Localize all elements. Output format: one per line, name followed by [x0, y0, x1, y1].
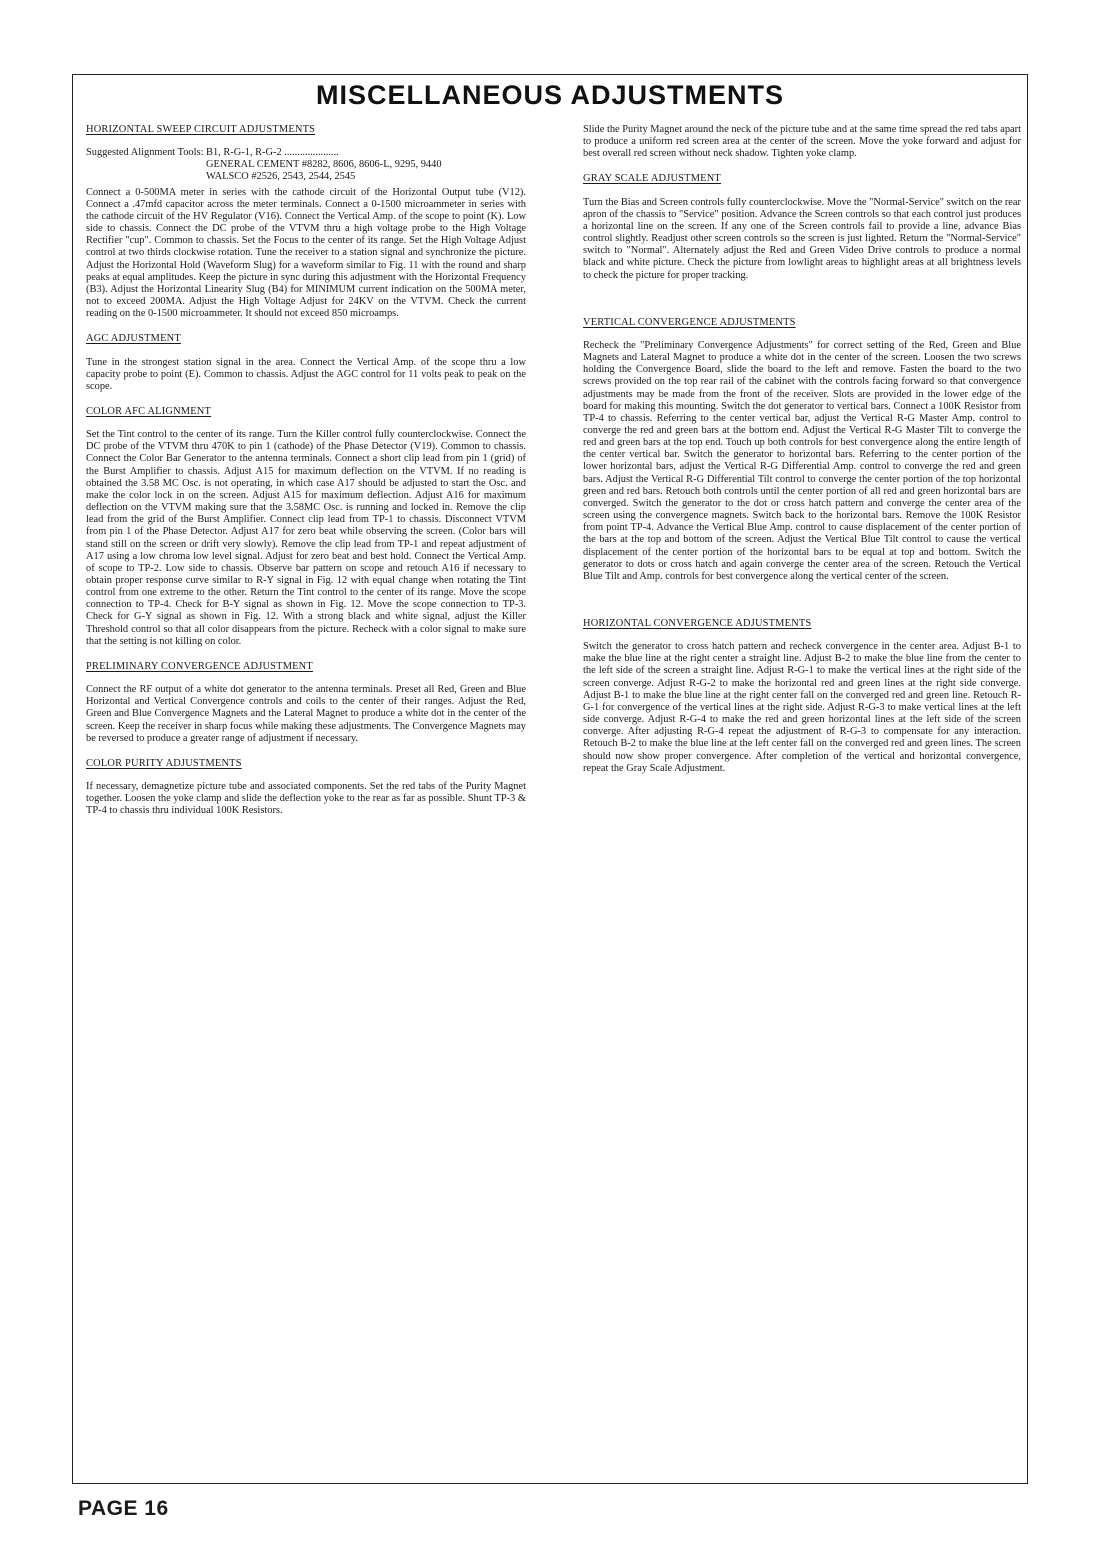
- spacer: [583, 295, 1021, 317]
- page-title: MISCELLANEOUS ADJUSTMENTS: [315, 80, 785, 110]
- section-heading: HORIZONTAL CONVERGENCE ADJUSTMENTS: [583, 618, 812, 629]
- section-preliminary-convergence: [86, 661, 526, 745]
- section-body: Tune in the strongest station signal in the area. Connect the Vertical Amp. of the scope thru a low capacity probe to point (E). Common to chassis. Adjust the AGC control for 11 volts peak to peak on the scope.: [86, 356, 526, 392]
- section-agc: [86, 333, 526, 393]
- alignment-tools: [86, 147, 526, 183]
- section-heading: HORIZONTAL SWEEP CIRCUIT ADJUSTMENTS: [86, 124, 316, 135]
- section-heading: COLOR PURITY ADJUSTMENTS: [86, 757, 242, 769]
- section-body: If necessary, demagnetize picture tube and associated components. Set the red tabs of the Purity Magnet together. Loosen the yoke clamp and slide the deflection yoke to the rear as far as possible. Shunt TP-3 & TP-4 to chassis thru individual 100K Resistors.: [86, 781, 526, 817]
- tools-line: WALSCO #2526, 2543, 2544, 2545: [206, 171, 356, 183]
- right-column: [583, 124, 1021, 788]
- section-body: Connect the RF output of a white dot generator to the antenna terminals. Preset all Red, Green and Blue Horizontal and Vertical Convergence controls and coils to the center of their ranges. Adjust the Red, Green and Blue Convergence Magnets and the Lateral Magnet to produce a white dot in the center of the screen. Keep the receiver in sharp focus while making these adjustments. The Convergence Magnets may be reversed to produce a greater range of adjustment if necessary.: [86, 684, 526, 744]
- page-number: PAGE 16: [78, 1497, 169, 1520]
- section-body: Turn the Bias and Screen controls fully counterclockwise. Move the "Normal-Service" switch on the rear apron of the chassis to "Service" position. Advance the Screen controls so that each control just produces a horizontal line on the screen. If any one of the Screen controls fail to provide a line, advance Bias control slightly. Readjust other screen controls so the screen is just lighted. Return the "Normal-Service" switch to "Normal". Alternately adjust the Red and Green Video Drive controls to produce a normal black and white picture. Check the picture from lowlight areas to highlight areas at all brightness levels to check the picture for proper tracking.: [583, 196, 1021, 281]
- section-heading: PRELIMINARY CONVERGENCE ADJUSTMENT: [86, 660, 313, 672]
- section-vertical-convergence: [583, 317, 1021, 583]
- tools-line: Suggested Alignment Tools: B1, R-G-1, R-G-2 .....................: [86, 147, 339, 159]
- section-heading: GRAY SCALE ADJUSTMENT: [583, 173, 721, 185]
- tools-line: GENERAL CEMENT #8282, 8606, 8606-L, 9295, 9440: [206, 159, 442, 171]
- section-horizontal-sweep: [86, 124, 526, 320]
- section-gray-scale: [583, 173, 1021, 281]
- section-purity-continued: [583, 124, 1021, 160]
- left-column: [86, 124, 526, 831]
- section-body: Slide the Purity Magnet around the neck of the picture tube and at the same time spread the red tabs apart to produce a uniform red screen area at the center of the screen. Move the yoke forward and adjust for best overall red screen without neck shadow. Tighten yoke clamp.: [583, 124, 1021, 160]
- section-color-purity: [86, 758, 526, 818]
- section-body: Recheck the "Preliminary Convergence Adjustments" for correct setting of the Red, Green and Blue Magnets and Lateral Magnet to produce a white dot in the center of the screen. Loosen the two screws holding the Convergence Board, slide the board to the left and remove. Fasten the board to the two screws provided on the top rear rail of the cabinet with the controls facing forward so that convergence adjustments may be made from the front of the receiver. Slots are provided in the lower edge of the board for making this mounting. Switch the dot generator to vertical bars. Connect a 100K Resistor from TP-4 to chassis. Referring to the center vertical bar, adjust the Vertical R-G Master Amp. control to converge the red and green bars at the bottom end. Adjust the Vertical R-G Master Tilt to converge the red and green bars at the top end. Touch up both controls for best convergence along the entire length of the center vertical bar. Switch the generator to horizontal bars. Referring to the center portion of the lower horizontal bars, adjust the Vertical R-G Differential Amp. control to converge the red and green bars. Adjust the Vertical R-G Differential Tilt control to converge the center portion of the top horizontal green and red bars. Retouch both controls until the center portion of all red and green horizontal bars are converged. Switch the generator to the dot or cross hatch pattern and converge the center area of the screen using the convergence magnets. Switch back to the horizontal bars. Remove the 100K Resistor from point TP-4. Advance the Vertical Blue Amp. control to cause displacement of the center portion of the bars at the top and bottom of the screen. Adjust the Vertical Blue Tilt control to cause the vertical displacement of the center portion of the horizontal bars to be equal at top and bottom. Switch the generator to dots or cross hatch and again converge the center area of the screen. Retouch the Vertical Blue Tilt and Amp. controls for best convergence along the vertical center of the screen.: [583, 339, 1021, 582]
- section-heading: VERTICAL CONVERGENCE ADJUSTMENTS: [583, 316, 796, 328]
- section-heading: COLOR AFC ALIGNMENT: [86, 405, 212, 417]
- section-body: Switch the generator to cross hatch pattern and recheck convergence in the center area. Adjust B-1 to make the blue line at the right center a straight line. Adjust B-2 to make the blue line from the center to the left side of the screen a straight line. Adjust R-G-1 to make the vertical lines at the right side of the screen converge. Adjust R-G-2 to make the horizontal red and green lines at the right side converge. Adjust B-1 to make the blue line at the right center fall on the converged red and green line. Retouch R-G-1 for convergence of the vertical lines at the right side. Adjust R-G-3 to make vertical lines at the left side converge. Adjust R-G-4 to make the red and green horizontal lines at the left side of the screen converge. After adjusting R-G-4 repeat the adjustment of R-G-3 to compensate for any interaction. Retouch B-2 to make the blue line at the left center fall on the converged red and green lines. The screen should now show proper convergence. After completion of the vertical and horizontal convergence, repeat the Gray Scale Adjustment.: [583, 641, 1021, 774]
- section-color-afc: [86, 406, 526, 648]
- section-horizontal-convergence: [583, 618, 1021, 775]
- section-body: Connect a 0-500MA meter in series with the cathode circuit of the Horizontal Output tube (V12). Connect a .47mfd capacitor across the meter terminals. Connect a 0-1500 microammeter in series with the cathode circuit of the HV Regulator (V16). Connect the Vertical Amp. of the scope to point (K). Low side to chassis. Connect the DC probe of the VTVM thru a high voltage probe to the High Voltage Rectifier "cup". Common to chassis. Set the Focus to the center of its range. Set the High Voltage Adjust control at two thirds clockwise rotation. Tune the receiver to a station signal and synchronize the picture. Adjust the Horizontal Hold (Waveform Slug) for a waveform similar to Fig. 11 with the round and sharp peaks at equal amplitudes. Keep the picture in sync during this adjustment with the Horizontal Frequency (B3). Adjust the Horizontal Linearity Slug (B4) for MINIMUM current indication on the 500MA meter, not to exceed 200MA. Adjust the High Voltage Adjust for 24KV on the VTVM. Check the current reading on the 0-1500 microammeter. It should not exceed 850 microamps.: [86, 186, 526, 320]
- spacer: [583, 596, 1021, 618]
- section-heading: AGC ADJUSTMENT: [86, 333, 181, 345]
- section-body: Set the Tint control to the center of its range. Turn the Killer control fully counterclockwise. Connect the DC probe of the VTVM thru 470K to pin 1 (cathode) of the Phase Detector (V19). Common to chassis. Connect the Color Bar Generator to the antenna terminals. Connect a short clip lead from pin 1 (grid) of the Burst Amplifier to chassis. Adjust A15 for maximum deflection on the VTVM. If no reading is obtained the 3.58 MC Osc. is not operating, in which case A17 should be adjusted to start the Osc. and make the color lock in on the screen. Adjust A15 for maximum deflection. Adjust A16 for maximum deflection on the VTVM making sure that the 3.58MC Osc. is running and locked in. Remove the clip lead from the grid of the Burst Amplifier. Connect clip lead from TP-1 to chassis. Disconnect VTVM from pin 1 of the Phase Detector. Adjust A17 for zero beat while observing the screen. (Color bars will stand still on the screen or drift very slowly). Remove the clip lead from TP-1 and repeat adjustment of A17 using a low chroma low level signal. Adjust for zero beat and best hold. Connect the Vertical Amp. of scope to TP-2. Low side to chassis. Observe bar pattern on scope and retouch A16 if necessary to obtain proper response curve similar to R-Y signal in Fig. 12 with equal change when rotating the Tint control from one extreme to the other. Return the Tint control to the center of its range. Move the scope connection to TP-4. Check for B-Y signal as shown in Fig. 12. Move the scope connection to TP-3. Check for G-Y signal as shown in Fig. 12. With a strong black and white signal, adjust the Killer Threshold control so that all color disappears from the picture. Recheck with a color signal to make sure that the setting is not killing on color.: [86, 429, 526, 647]
